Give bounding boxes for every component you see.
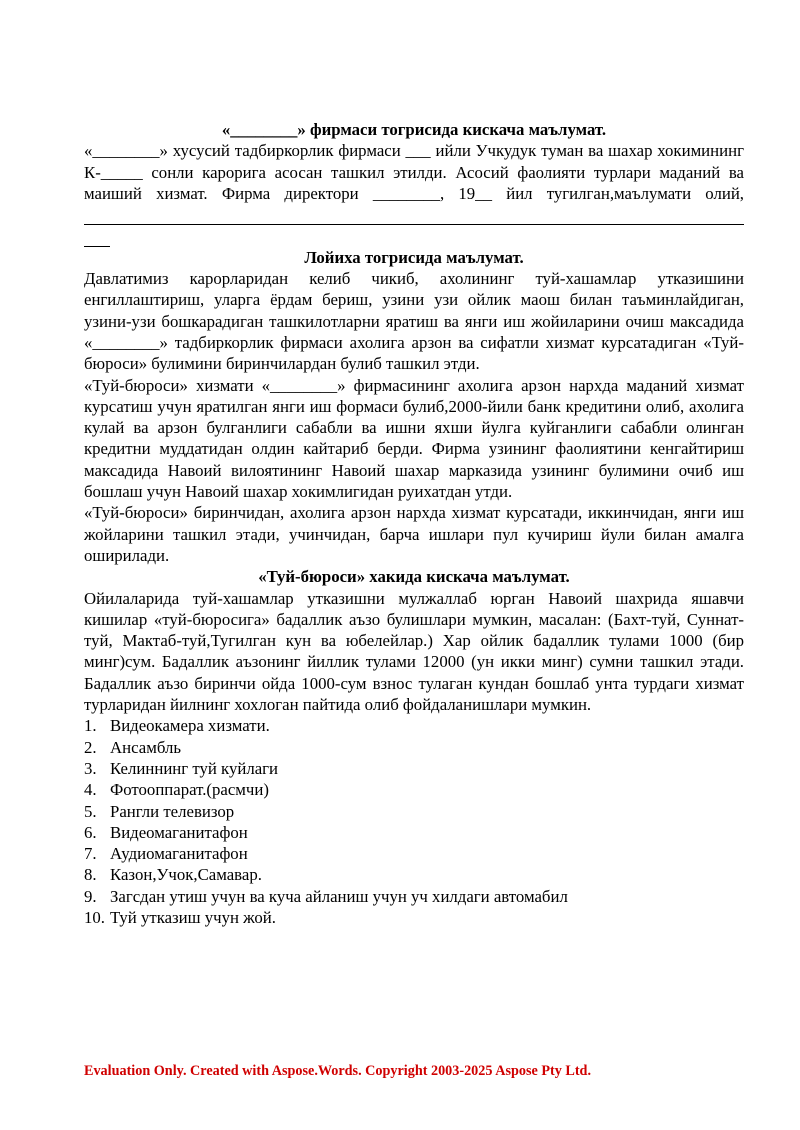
- blank-line-tail: [84, 225, 110, 246]
- project-paragraph-3: «Туй-бюроси» биринчидан, ахолига арзон нархда хизмат курсатади, иккинчидан, янги иш жойларини ташкил этади, учинчидан, барча ишлари пул кучириш йули билан амалга оширилади.: [84, 503, 744, 565]
- list-item: [84, 737, 744, 758]
- project-paragraph-1: Давлатимиз карорларидан келиб чикиб, ахолининг туй-хашамлар утказишини енгиллаштириш, уларга ёрдам бериш, узини узи ойлик маош билан таъминлайдиган, узини-узи бошкарадиган ташкилотларни яратиш ва янги иш жойиларини очиш максадида «________» тадбиркорлик фирмаси ахолига арзон ва сифатли хизмат курсатадиган «Туй-бюроси» булимини биринчилардан булиб ташкил этди.: [84, 269, 744, 374]
- list-number: 1.: [84, 716, 97, 736]
- list-text: Видеокамера хизмати.: [110, 716, 270, 736]
- list-text: Келиннинг туй куйлаги: [110, 758, 279, 778]
- firm-heading: «________» фирмаси тогрисида кискача маълумат.: [221, 120, 607, 139]
- list-item: [84, 886, 744, 907]
- bureau-paragraph: Ойилаларида туй-хашамлар утказишни мулжаллаб юрган Навоий шахрида яшавчи кишилар «туй-бюросига» бадаллик аъзо булишлари мумкин, масалан: (Бахт-туй, Суннат-туй, Мактаб-туй,Тугилган кун ва юбелейлар.) Хар ойлик бадаллик тулами 1000 (бир минг)сум. Бадаллик аъзонинг йиллик тулами 12000 (ун икки минг) сумни ташкил этади. Бадаллик аъзо биринчи ойда 1000-сум взнос тулаган кундан бошлаб унта турдаги хизмат турларидан йилнинг хохлоган пайтида олиб фойдаланишлари мумкин.: [84, 588, 744, 715]
- list-text: Казон,Учок,Самавар.: [110, 865, 262, 885]
- list-item: [84, 843, 744, 864]
- list-number: 5.: [84, 801, 97, 821]
- list-item: [84, 907, 744, 928]
- list-item: [84, 801, 744, 822]
- list-number: 9.: [84, 886, 97, 906]
- list-text: Фотооппарат.(расмчи): [110, 780, 269, 800]
- list-text: Туй утказиш учун жой.: [110, 907, 276, 927]
- blank-line: [84, 204, 744, 225]
- project-heading: Лойиха тогрисида маълумат.: [304, 247, 524, 267]
- firm-paragraph: «________» хусусий тадбиркорлик фирмаси ___ ийли Учкудук туман ва шахар хокимининг К-_____ сонли карорига асосан ташкил этилди. Асосий фаолияти турлари маданий ва маиший хизмат. Фирма директори ________, 19__ йил тугилган,маълумати олий,: [84, 141, 744, 203]
- list-text: Загсдан утиш учун ва куча айланиш учун уч хилдаги автомабил: [110, 886, 568, 906]
- list-number: 6.: [84, 822, 97, 842]
- list-text: Рангли телевизор: [110, 801, 235, 821]
- list-text: Видеомаганитафон: [110, 822, 248, 842]
- list-number: 2.: [84, 737, 97, 757]
- list-number: 7.: [84, 844, 97, 864]
- project-paragraph-2: «Туй-бюроси» хизмати «________» фирмасининг ахолига арзон нархда маданий хизмат курсатиш учун яратилган янги иш формаси булиб,2000-йили банк кредитини олиб, ахолига кулай ва арзон булганлиги сабабли ва ишни яхши йулга куйганлиги сабабли олинган кредитни муддатидан олдин кайтариб берди. Фирма узининг фаолиятини кенгайтириш максадида Навоий вилоятининг Навоий шахар марказида узининг булимини очиб иш бошлаш учун Навоий шахар хокимлигидан руихатдан утди.: [84, 375, 744, 502]
- list-item: [84, 758, 744, 779]
- list-number: 4.: [84, 780, 97, 800]
- list-text: Аудиомаганитафон: [110, 844, 248, 864]
- list-number: 3.: [84, 758, 97, 778]
- list-item: [84, 822, 744, 843]
- list-item: [84, 715, 744, 736]
- evaluation-watermark: Evaluation Only. Created with Aspose.Words. Copyright 2003-2025 Aspose Pty Ltd.: [84, 1063, 591, 1079]
- document-page: [84, 119, 744, 928]
- bureau-heading: «Туй-бюроси» хакида кискача маълумат.: [258, 567, 570, 587]
- list-item: [84, 779, 744, 800]
- list-text: Ансамбль: [110, 737, 181, 757]
- list-item: [84, 864, 744, 885]
- list-number: 10.: [84, 907, 105, 927]
- list-number: 8.: [84, 865, 97, 885]
- services-list: [84, 715, 744, 928]
